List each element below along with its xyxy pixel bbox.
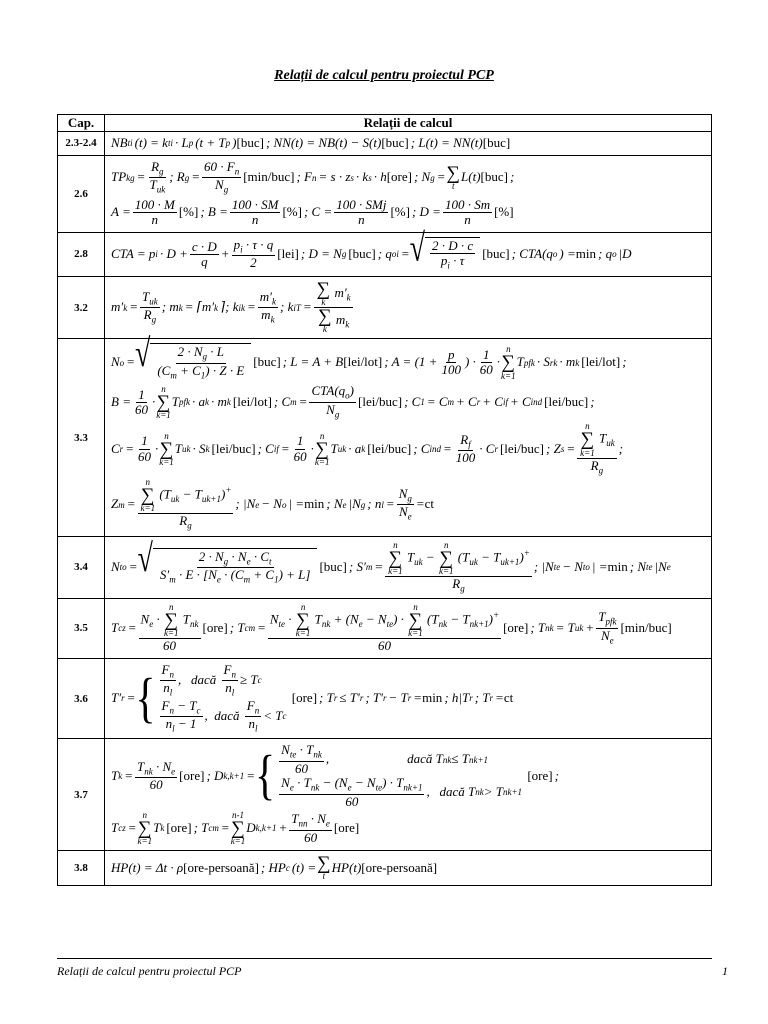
word-min: min — [607, 558, 628, 574]
table-row — [58, 536, 712, 599]
table-row — [58, 232, 712, 277]
row-cap: 3.2 — [58, 277, 105, 339]
table-row — [58, 339, 712, 536]
word-min: min — [304, 496, 325, 512]
unit: [ore-persoană] — [183, 859, 259, 875]
row-cap: 3.4 — [58, 536, 105, 599]
unit: [ore] — [166, 820, 192, 836]
row-cap: 3.6 — [58, 658, 105, 739]
row-cap: 3.3 — [58, 339, 105, 536]
header-relations: Relații de calcul — [105, 115, 712, 132]
unit: [ore] — [386, 169, 412, 185]
unit: [lei] — [277, 245, 299, 261]
word-daca: dacă — [214, 708, 240, 724]
formula-cell: HP(t) = Δt · ρ [ore-persoană] ; HP c (t) = ∑ t HP(t) [ore-persoană] — [105, 851, 712, 886]
formula-cell: T′ r = { $F_n$ $n_l$ , dacă $F_n$ $n_l$ ≥ T c $F_n - T_c$ $n_l - 1$ , dacă $F_n$ $n_l$ < T c [ore] ; T r ≤ T′ r ; T′ r − T r = min ; h|T r ; T r = ct — [105, 658, 712, 739]
unit: [ore] — [333, 820, 360, 836]
unit: [buc] — [482, 245, 510, 261]
formula-cell: CTA = p i · D + c · D q + $p_i \cdot \tau \cdot q$ 2 [lei] ; D = N g [buc] ; q oi = √ 2 · D · c $p_i \cdot \tau$ [buc] ; CTA(q o ) = min ; q o |D — [105, 232, 712, 277]
unit: [ore] — [527, 767, 553, 783]
footer-title: Relații de calcul pentru proiectul PCP — [57, 964, 242, 978]
formula-cell: T k = $T_{nk} \cdot N_e$ 60 [ore] ; D k,k+1 = { $N_{te} \cdot T_{nk}$ 60 , dacă T nk ≤ T nk+1 $N_e \cdot T_{nk} - (N_e - N_{te}) \cdot T_{nk+1}$ 60 , dacă T nk > T nk+1 [ore] ; T cz = n ∑ k=1 T k [ore] ; T cm = n-1 ∑ k=1 D k,k+1 + $T_{nn} \cdot N_e$ 60 [ore] — [105, 739, 712, 851]
word-daca: dacă — [439, 784, 465, 800]
formula-cell: NB ti (t) = k ti · L p (t + T p ) [buc] ; NN(t) = NB(t) − S(t) [buc] ; L(t) = NN(t) [buc] — [105, 132, 712, 156]
footer-rule — [57, 958, 712, 959]
page-title: Relații de calcul pentru proiectul PCP — [274, 68, 494, 83]
row-cap: 2.3-2.4 — [58, 132, 105, 156]
unit: [lei/buc] — [358, 393, 403, 409]
table-row — [58, 851, 712, 886]
unit: [%] — [178, 204, 199, 220]
unit: [buc] — [319, 558, 347, 574]
unit: [lei/buc] — [544, 393, 589, 409]
formula-table — [57, 114, 712, 886]
row-cap: 2.6 — [58, 155, 105, 232]
table-row — [58, 155, 712, 232]
table-row — [58, 739, 712, 851]
unit: [%] — [390, 204, 410, 220]
formula-cell: N to = √ $2 \cdot N_g \cdot N_e \cdot C_t$ $S'_m \cdot E \cdot [N_e \cdot (C_m + C_1) + L]$ [buc] ; S′ m = n ∑ k=1 $T_{uk}$ − n ∑ k=1 $(T_{uk} - T_{uk+1})^+$ $R_g$ ; |N te − N to | = min ; N te |N e — [105, 536, 712, 599]
row-cap: 3.5 — [58, 599, 105, 658]
unit: [buc] — [236, 135, 264, 150]
unit: [%] — [494, 204, 514, 220]
table-row — [58, 277, 712, 339]
unit: [lei/lot] — [343, 354, 383, 370]
unit: [lei/buc] — [211, 440, 256, 456]
unit: [ore-persoană] — [361, 859, 438, 875]
unit: [buc] — [480, 169, 508, 185]
unit: [ore] — [179, 767, 205, 783]
row-cap: 3.8 — [58, 851, 105, 886]
table-row — [58, 599, 712, 658]
header-cap: Cap. — [58, 115, 105, 132]
unit: [lei/lot] — [232, 393, 272, 409]
unit: [buc] — [482, 135, 511, 150]
word-ct: ct — [424, 496, 435, 512]
unit: [min/buc] — [243, 169, 295, 185]
formula-cell: N o = √ $2 \cdot N_g \cdot L$ $(C_m + C_1) \cdot Z \cdot E$ [buc] ; L = A + B [lei/lot] ; A = (1 + p 100 ) · 1 60 · n ∑ k=1 T pfk · S rk · m k [lei/lot] ; B = 1 60 · n ∑ k=1 T pfk · a k · m k [lei/lot] ; C m = $CTA(q_o)$ $N_g$ [lei/buc] ; C 1 = C m + C r + C if + C ind [lei/buc] ; C r = 1 60 · n ∑ k=1 T uk · S k [lei/buc] ; C if = 1 60 · n ∑ k=1 T uk · a k [lei/buc] ; C ind = $R_f$ 100 · C r [lei/buc] ; Z s = n ∑ k=1 $T_{uk}$ $R_g$ ; Z m = n ∑ k=1 $(T_{uk} - T_{uk+1})^+$ $R_g$ ; |N e − N o | = min ; N e |N g ; n l = $N_g$ $N_e$ = ct — [105, 339, 712, 536]
unit: [%] — [282, 204, 302, 220]
word-daca: dacă — [407, 751, 433, 767]
table-header-row — [58, 115, 712, 132]
row-cap: 3.7 — [58, 739, 105, 851]
unit: [ore] — [503, 619, 529, 635]
unit: [lei/lot] — [581, 354, 621, 370]
row-cap: 2.8 — [58, 232, 105, 277]
word-min: min — [422, 690, 443, 706]
word-daca: dacă — [191, 672, 217, 688]
unit: [ore] — [291, 690, 318, 706]
unit: [buc] — [381, 135, 409, 150]
formula-cell: m′ k = $T_{uk}$ $R_g$ ; m k = ⌈m′ k ⌉; k ik = $m'_k$ $m_k$ ; k iT = ∑ k $m'_k$ ∑ k $m_k$ — [105, 277, 712, 339]
unit: [lei/buc] — [367, 440, 412, 456]
unit: [buc] — [253, 354, 281, 370]
unit: [lei/buc] — [499, 440, 545, 456]
page-number: 1 — [722, 964, 728, 978]
table-row — [58, 132, 712, 156]
table-row — [58, 658, 712, 739]
word-min: min — [575, 245, 597, 261]
formula-cell: TP kg = $R_g$ $T_{uk}$ ; R g = $60 \cdot F_n$ $N_g$ [min/buc] ; F n = s · z s · k s · h [ore] ; N g = ∑ t L(t) [buc] ; A = 100 · M n [%] ; B = 100 · SM n [%] ; C = 100 · SMj n [%] ; D = 100 · Sm n [%] — [105, 155, 712, 232]
unit: [ore] — [202, 619, 228, 635]
unit: [min/buc] — [620, 619, 672, 635]
unit: [buc] — [348, 245, 376, 261]
formula-cell: T cz = $N_e$ · n ∑ k=1 $T_{nk}$ 60 [ore] ; T cm = $N_{te}$ · n ∑ k=1 $T_{nk} + (N_e - N_{te})$ · n ∑ k=1 $(T_{nk} - T_{nk+1})^+$ 60 [ore] ; T nk = T uk + $T_{pfk}$ $N_e$ [min/buc] — [105, 599, 712, 658]
word-ct: ct — [503, 690, 514, 706]
